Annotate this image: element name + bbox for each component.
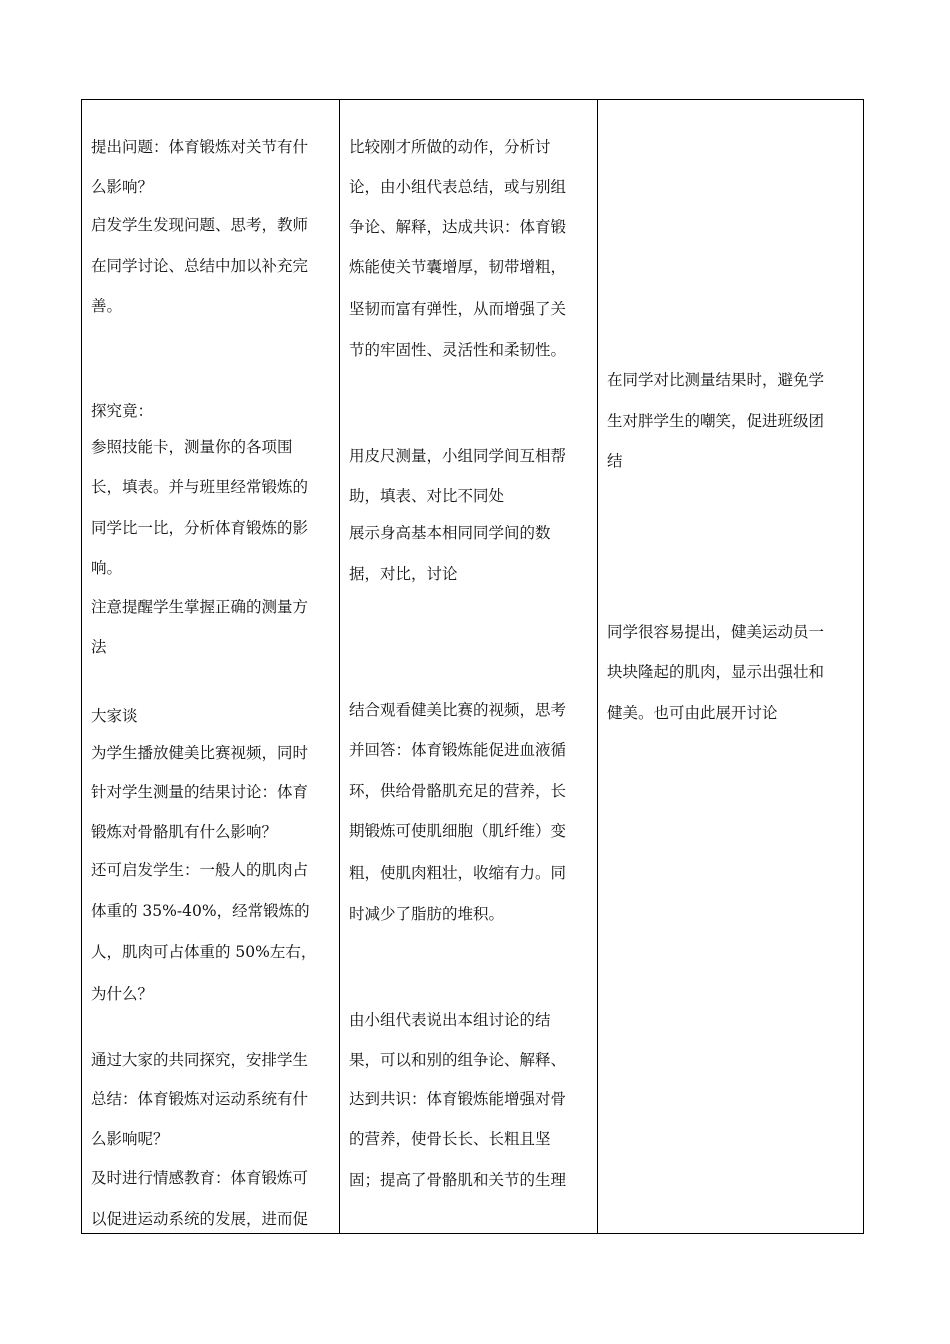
text-line: 锻炼对骨骼肌有什么影响？ (91, 823, 278, 841)
text-line: 提出问题：体育锻炼对关节有什 (91, 138, 309, 156)
text-line: 块块隆起的肌肉，显示出强壮和 (607, 663, 825, 681)
design-intent-column (598, 100, 865, 1233)
text-line: 么影响呢？ (91, 1130, 169, 1148)
text-line: 果，可以和别的组争论、解释、 (349, 1051, 567, 1069)
text-line: 的营养，使骨长长、长粗且坚 (349, 1130, 551, 1148)
text-line: 粗，使肌肉粗壮，收缩有力。同 (349, 864, 567, 882)
text-line: 并回答：体育锻炼能促进血液循 (349, 741, 567, 759)
lesson-plan-table (81, 99, 864, 1234)
text-line: 健美。也可由此展开讨论 (607, 704, 778, 722)
text-line: 结 (607, 452, 623, 470)
text-line: 期锻炼可使肌细胞（肌纤维）变 (349, 822, 567, 840)
text-line: 人，肌肉可占体重的 50%左右， (91, 943, 317, 961)
text-line: 结合观看健美比赛的视频，思考 (349, 701, 567, 719)
text-line: 争论、解释，达成共识：体育锻 (349, 218, 567, 236)
text-line: 为什么？ (91, 985, 154, 1003)
text-line: 探究竟： (91, 402, 154, 420)
text-line: 同学比一比，分析体育锻炼的影 (91, 519, 309, 537)
text-line: 善。 (91, 297, 123, 315)
text-line: 大家谈 (91, 707, 138, 725)
text-line: 总结：体育锻炼对运动系统有什 (91, 1090, 309, 1108)
text-line: 注意提醒学生掌握正确的测量方 (91, 598, 309, 616)
text-line: 体重的 35%-40%，经常锻炼的 (91, 902, 310, 920)
text-line: 环，供给骨骼肌充足的营养，长 (349, 782, 567, 800)
text-line: 论，由小组代表总结，或与别组 (349, 178, 567, 196)
text-line: 参照技能卡，测量你的各项围 (91, 438, 293, 456)
text-line: 以促进运动系统的发展，进而促 (91, 1210, 309, 1228)
text-line: 据，对比，讨论 (349, 565, 458, 583)
text-line: 同学很容易提出，健美运动员一 (607, 623, 825, 641)
text-line: 响。 (91, 559, 123, 577)
text-line: 节的牢固性、灵活性和柔韧性。 (349, 341, 567, 359)
text-line: 为学生播放健美比赛视频，同时 (91, 744, 309, 762)
text-line: 在同学对比测量结果时，避免学 (607, 371, 825, 389)
text-line: 长，填表。并与班里经常锻炼的 (91, 478, 309, 496)
text-line: 展示身高基本相同同学间的数 (349, 524, 551, 542)
text-line: 由小组代表说出本组讨论的结 (349, 1011, 551, 1029)
text-line: 针对学生测量的结果讨论：体育 (91, 783, 309, 801)
text-line: 么影响？ (91, 178, 154, 196)
text-line: 用皮尺测量，小组同学间互相帮 (349, 447, 567, 465)
text-line: 固；提高了骨骼肌和关节的生理 (349, 1171, 567, 1189)
text-line: 时减少了脂肪的堆积。 (349, 905, 505, 923)
text-line: 法 (91, 638, 107, 656)
text-line: 比较刚才所做的动作，分析讨 (349, 138, 551, 156)
text-line: 坚韧而富有弹性，从而增强了关 (349, 300, 567, 318)
text-line: 启发学生发现问题、思考，教师 (91, 216, 309, 234)
student-activity-column (340, 100, 597, 1233)
text-line: 助，填表、对比不同处 (349, 487, 505, 505)
text-line: 达到共识：体育锻炼能增强对骨 (349, 1090, 567, 1108)
text-line: 还可启发学生：一般人的肌肉占 (91, 861, 309, 879)
text-line: 及时进行情感教育：体育锻炼可 (91, 1169, 309, 1187)
text-line: 在同学讨论、总结中加以补充完 (91, 257, 309, 275)
text-line: 通过大家的共同探究，安排学生 (91, 1051, 309, 1069)
text-line: 生对胖学生的嘲笑，促进班级团 (607, 412, 825, 430)
teacher-activity-column (82, 100, 339, 1233)
text-line: 炼能使关节囊增厚，韧带增粗， (349, 258, 567, 276)
